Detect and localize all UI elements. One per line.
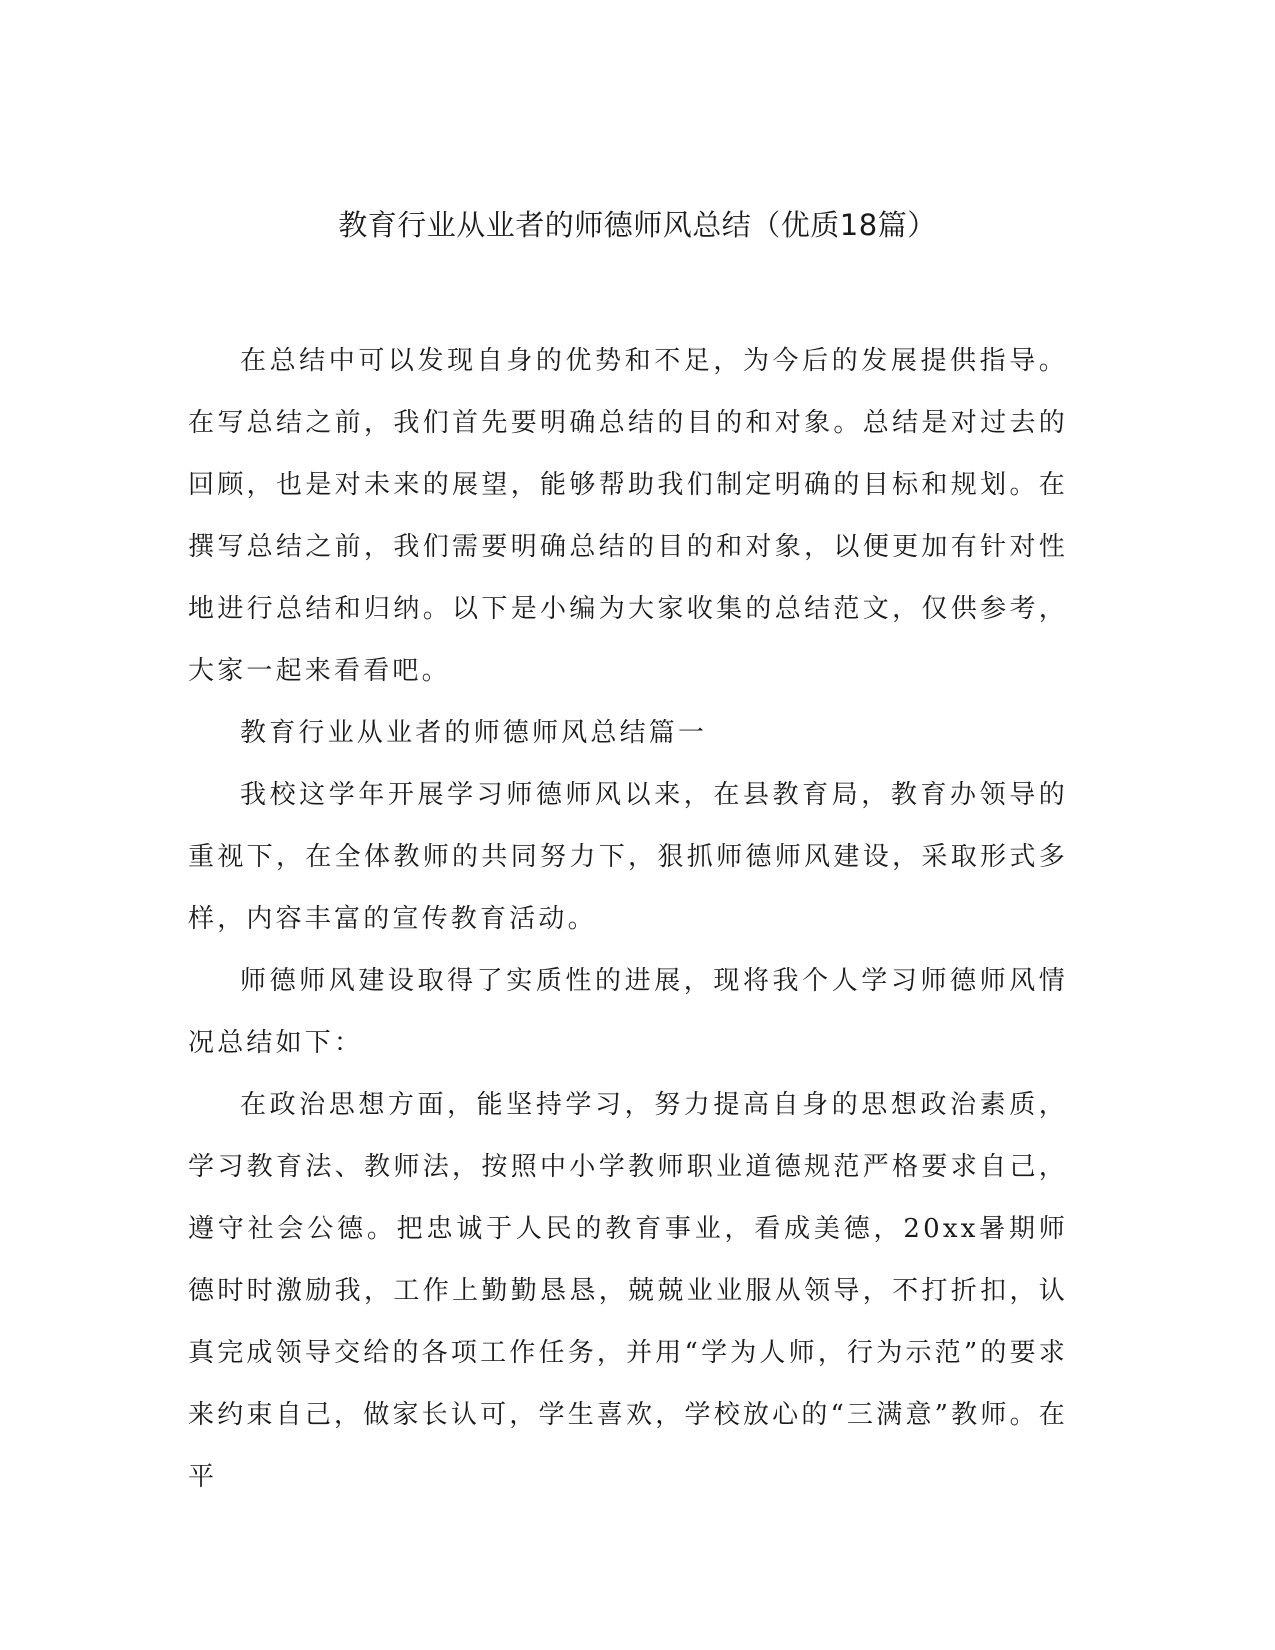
body-paragraph: 师德师风建设取得了实质性的进展，现将我个人学习师德师风情况总结如下： <box>188 966 1068 1058</box>
document-title: 教育行业从业者的师德师风总结（优质18篇） <box>338 208 937 242</box>
intro-paragraph: 在总结中可以发现自身的优势和不足，为今后的发展提供指导。在写总结之前，我们首先要明确总结的目的和对象。总结是对过去的回顾，也是对未来的展望，能够帮助我们制定明确的目标和规划。在撰写总结之前，我们需要明确总结的目的和对象，以便更加有针对性地进行总结和归纳。以下是小编为大家收集的总结范文，仅供参考，大家一起来看看吧。 <box>188 346 1068 686</box>
section-heading: 教育行业从业者的师德师风总结篇一 <box>240 718 708 748</box>
document-body <box>188 330 1068 1508</box>
body-paragraph: 在政治思想方面，能坚持学习，努力提高自身的思想政治素质，学习教育法、教师法，按照中小学教师职业道德规范严格要求自己，遵守社会公德。把忠诚于人民的教育事业，看成美德，20xx暑期师德时时激励我，工作上勤勤恳恳，兢兢业业服从领导，不打折扣，认真完成领导交给的各项工作任务，并用“学为人师，行为示范”的要求来约束自己，做家长认可，学生喜欢，学校放心的“三满意”教师。在平 <box>188 1090 1068 1492</box>
body-paragraph: 我校这学年开展学习师德师风以来，在县教育局，教育办领导的重视下，在全体教师的共同努力下，狠抓师德师风建设，采取形式多样，内容丰富的宣传教育活动。 <box>188 780 1068 934</box>
